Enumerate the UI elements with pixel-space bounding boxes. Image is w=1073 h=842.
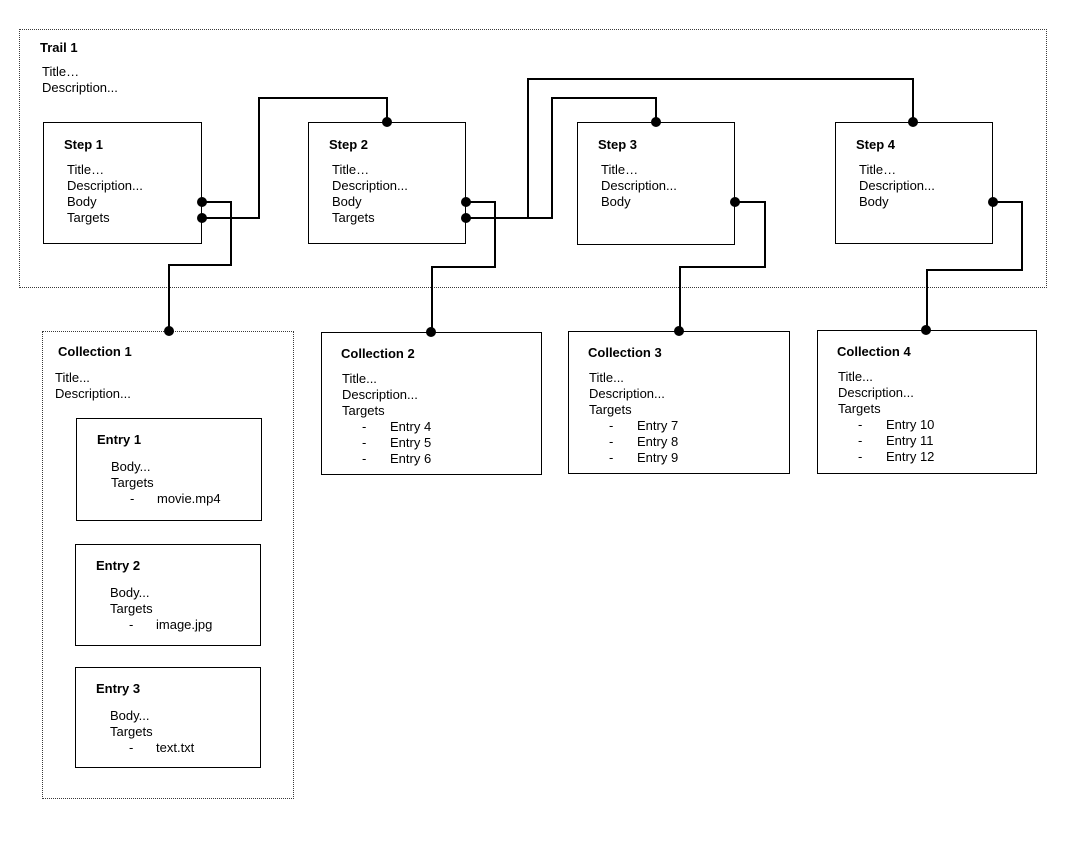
text-line: Description... [589,386,665,401]
trail-description-line: Description... [42,80,118,95]
step-4-label: Step 4 [856,137,896,152]
bullet-dash: - [129,617,134,632]
collection-1-text [55,370,131,402]
connection-dot-step3-body [730,197,740,207]
step-1-node [43,122,202,244]
entry-3-label: Entry 3 [96,681,141,696]
connector-step4-body-collection4-h2 [926,269,1023,271]
text-line: Description... [342,387,418,402]
connection-dot-step2-targets [461,213,471,223]
target-entry: Entry 8 [637,434,679,449]
target-item [110,740,194,756]
target-item [838,449,934,465]
target-item [589,434,678,450]
step-3-node [577,122,735,245]
text-line: Targets [111,475,154,490]
entry-1-text [111,459,221,507]
entry-2-node [75,544,261,646]
collection-2-node [321,332,542,475]
collection-4-node [817,330,1037,474]
collection-3-node [568,331,790,474]
trail-text [42,64,118,96]
connection-dot-step1-body [197,197,207,207]
target-entry: Entry 5 [390,435,432,450]
connector-step1-targets-step2-v1 [258,97,260,218]
step-1-text [67,162,143,226]
text-line: Targets [110,601,153,616]
text-line: Body... [110,708,150,723]
entry-3-text [110,708,194,756]
connector-step1-targets-step2-h2 [258,97,388,99]
entry-1-node [76,418,262,521]
entry-2-label: Entry 2 [96,558,141,573]
connector-step2-body-collection2-h2 [431,266,496,268]
text-line: Title… [859,162,897,177]
connector-step2-targets-step4-h1 [527,78,914,80]
text-line: Title... [55,370,90,385]
connection-dot-collection1-top [164,326,174,336]
text-line: Title… [332,162,370,177]
target-item [589,418,678,434]
connector-step2-targets-step3-h2 [551,97,657,99]
step-1-label: Step 1 [64,137,104,152]
trail-title-line: Title… [42,64,80,79]
collection-1-node [42,331,294,799]
collection-4-label: Collection 4 [837,344,911,359]
target-item [589,450,678,466]
text-line: Targets [342,403,385,418]
target-item [342,419,431,435]
collection-2-text [342,371,431,467]
connection-dot-collection2-top [426,327,436,337]
trail-label: Trail 1 [40,40,78,55]
text-line: Title… [67,162,105,177]
target-item [342,435,431,451]
text-line: Description... [67,178,143,193]
text-line: Title... [342,371,377,386]
bullet-dash: - [362,419,367,434]
step-2-label: Step 2 [329,137,369,152]
entry-3-node [75,667,261,768]
text-line: Targets [838,401,881,416]
bullet-dash: - [609,418,614,433]
text-line: Description... [332,178,408,193]
bullet-dash: - [129,740,134,755]
connection-dot-step2-body [461,197,471,207]
entry-1-label: Entry 1 [97,432,142,447]
target-entry: Entry 12 [886,449,935,464]
connection-dot-step3-top [651,117,661,127]
bullet-dash: - [609,434,614,449]
bullet-dash: - [130,491,135,506]
connector-step3-body-collection3-v2 [679,266,681,331]
target-file: text.txt [156,740,195,755]
connector-step2-targets-step3-v1 [551,97,553,218]
target-item [838,417,934,433]
connection-dot-step2-top [382,117,392,127]
collection-3-label: Collection 3 [588,345,662,360]
connection-dot-collection3-top [674,326,684,336]
text-line: Targets [589,402,632,417]
text-line: Description... [601,178,677,193]
text-line: Title... [589,370,624,385]
bullet-dash: - [858,449,863,464]
collection-2-label: Collection 2 [341,346,415,361]
connector-step3-body-collection3-h2 [679,266,766,268]
connector-step3-body-collection3-v1 [764,201,766,267]
connector-step1-body-collection1-v1 [230,201,232,266]
target-file: image.jpg [156,617,213,632]
text-line: Body [332,194,362,209]
connector-step2-body-collection2-v1 [494,201,496,267]
text-line: Description... [859,178,935,193]
bullet-dash: - [362,451,367,466]
text-line: Body... [111,459,151,474]
target-entry: Entry 11 [886,433,934,448]
connection-dot-step1-targets [197,213,207,223]
connector-step1-body-collection1-v2 [168,264,170,331]
connection-dot-step4-top [908,117,918,127]
connector-step4-body-collection4-v2 [926,269,928,330]
text-line: Body [601,194,631,209]
step-4-node [835,122,993,244]
collection-3-text [589,370,678,466]
target-file: movie.mp4 [157,491,221,506]
connection-dot-collection4-top [921,325,931,335]
text-line: Targets [332,210,375,225]
text-line: Body... [110,585,150,600]
connector-step2-targets-step3-h1 [466,217,553,219]
text-line: Targets [110,724,153,739]
text-line: Title… [601,162,639,177]
target-item [110,617,212,633]
target-entry: Entry 9 [637,450,679,465]
bullet-dash: - [609,450,614,465]
target-item [838,433,934,449]
bullet-dash: - [858,417,863,432]
step-3-label: Step 3 [598,137,638,152]
collection-1-label: Collection 1 [58,344,132,359]
entry-2-text [110,585,212,633]
step-4-text [859,162,935,210]
connector-step4-body-collection4-v1 [1021,201,1023,270]
target-entry: Entry 7 [637,418,679,433]
connection-dot-step4-body [988,197,998,207]
connector-step2-targets-step4-v1 [527,78,529,218]
connector-step1-body-collection1-h2 [168,264,232,266]
text-line: Targets [67,210,110,225]
bullet-dash: - [362,435,367,450]
target-entry: Entry 4 [390,419,432,434]
connector-step1-targets-step2-h1 [202,217,260,219]
text-line: Description... [55,386,131,401]
target-item [111,491,221,507]
collection-4-text [838,369,934,465]
text-line: Description... [838,385,914,400]
text-line: Title... [838,369,873,384]
text-line: Body [67,194,97,209]
target-entry: Entry 10 [886,417,935,432]
bullet-dash: - [858,433,863,448]
text-line: Body [859,194,889,209]
step-2-node [308,122,466,244]
step-2-text [332,162,408,226]
connector-step2-body-collection2-v2 [431,266,433,332]
step-3-text [601,162,677,210]
target-item [342,451,431,467]
target-entry: Entry 6 [390,451,432,466]
